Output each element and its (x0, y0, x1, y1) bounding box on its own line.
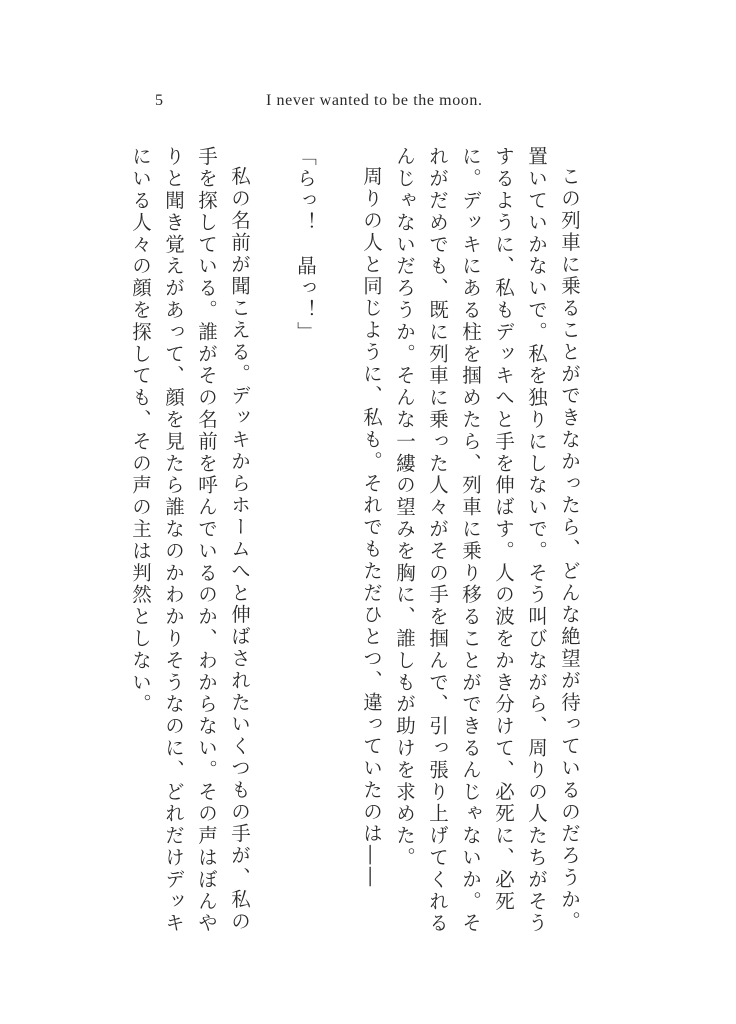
paragraph-1: この列車に乗ることができなかったら、どんな絶望が待っているのだろうか。置いていかないで。私を独りにしないで。そう叫びながら、周りの人たちがそうするように、私もデッキへと手を伸ばす。人の波をかき分けて、必死に、必死に。デッキにある柱を掴めたら、列車に乗り移ることができるんじゃないか。それがだめでも、既に列車に乗った人々がその手を掴んで、引っ張り上げてくれるんじゃないだろうか。そんな一縷の望みを胸に、誰しもが助けを求めた。 (393, 146, 581, 935)
paragraph-3: 私の名前が聞こえる。デッキからホームへと伸ばされたいくつもの手が、私の手を探している。誰がその名前を呼んでいるのか、わからない。その声はぼんやりと聞き覚えがあって、顔を見たら誰なのかわかりそうなのに、どれだけデッキにいる人々の顔を探しても、その声の主は判然としない。 (129, 146, 251, 935)
dialogue-line: 「らっ！ 晶っ！」 (294, 146, 317, 344)
blank-line (256, 146, 289, 936)
page-number: 5 (155, 92, 163, 109)
vertical-body-text (124, 146, 586, 936)
paragraph-2: 周りの人と同じように、私も。それでもただひとつ、違っていたのは―― (360, 165, 383, 889)
running-title: I never wanted to be the moon. (266, 92, 483, 109)
blank-line (322, 146, 355, 936)
